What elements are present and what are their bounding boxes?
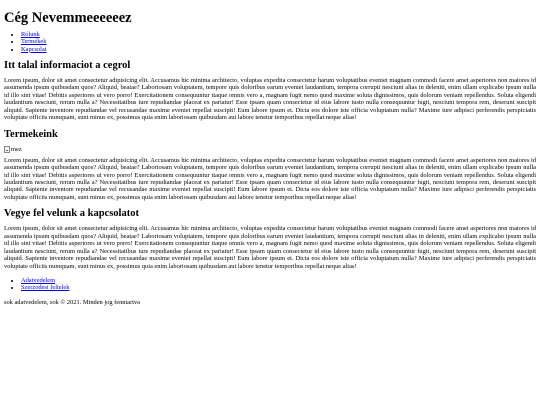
nav-link-termekek[interactable]: Termékek — [21, 38, 47, 46]
nav-item-kapcsolat — [21, 46, 536, 53]
broken-image-icon — [4, 146, 10, 153]
copyright-text: sok adatvedelem, sok © 2021. Minden jog fenntartva — [4, 298, 141, 306]
products-text: Lorem ipsum, dolor sit amet consectetur adipisicing elit. Accusamus hic minima architecto, voluptas expedita consectetur harum voluptatibus eveniet magnam commodi facere amet asperiores non maiores id assumenda ipsum quibusdam quos? Aliquid, beatae? Laboriosam voluptatem, tempore quis doloribus earum eveniet laudantium, tempora corrupti nesciunt alias in deleniti, enim ullam explicabo ipsum nulla id illo sint vitae! Debitis asperiores ut vero porro! Exercitationem consequuntur itaque omnis vero a, magnam fugit nemo quod maxime soluta dignissimos, quis dolorum veniam repellendus. Soluta eligendi laudantium nesciunt, rerum nulla a? Necessitatibus iure repudiandae placeat ex pariatur! Esse ipsam quam consectetur id eius labore iusto nulla consequuntur fugit, nesciunt tempora rem, deserunt suscipit aliquid. Sapiente inventore repudiandae vel recusandae maxime eveniet repellat suscipit! Eum labore ipsum et. Dicta eos dolore iste officia voluptatum nulla? Maxime iure adipisci perferendis perspiciatis voluptate officiis numquam, sunt minus ex, possimus quia enim laboriosam quibusdam aut labore tenetur temporibus repellat neque alias! — [4, 156, 536, 201]
about-heading: Itt talal informaciot a cegrol — [4, 59, 131, 71]
products-heading: Termekeink — [4, 128, 58, 140]
main-nav — [4, 31, 536, 53]
footer-item-szerzodesi — [21, 284, 536, 291]
product-image — [4, 146, 536, 154]
footer-link-szerzodesi-feltelek[interactable]: Szerzodesi feltelek — [21, 284, 70, 292]
nav-item-rolunk — [21, 31, 536, 38]
page-title: Cég Nevemmeeeeeez — [4, 10, 132, 26]
footer-links — [4, 277, 536, 292]
product-image-alt: mez — [11, 145, 22, 153]
contact-heading: Vegye fel velunk a kapcsolatot — [4, 208, 139, 220]
about-text: Lorem ipsum, dolor sit amet consectetur adipisicing elit. Accusamus hic minima architecto, voluptas expedita consectetur harum voluptatibus eveniet magnam commodi facere amet asperiores non maiores id assumenda ipsum quibusdam quos? Aliquid, beatae? Laboriosam voluptatem, tempore quis doloribus earum eveniet laudantium, tempora corrupti nesciunt alias in deleniti, enim ullam explicabo ipsum nulla id illo sint vitae! Debitis asperiores ut vero porro! Exercitationem consequuntur itaque omnis vero a, magnam fugit nemo quod maxime soluta dignissimos, quis dolorum veniam repellendus. Soluta eligendi laudantium nesciunt, rerum nulla a? Necessitatibus iure repudiandae placeat ex pariatur! Esse ipsam quam consectetur id eius labore iusto nulla consequuntur fugit, nesciunt tempora rem, deserunt suscipit aliquid. Sapiente inventore repudiandae vel recusandae maxime eveniet repellat suscipit! Eum labore ipsum et. Dicta eos dolore iste officia voluptatum nulla? Maxime iure adipisci perferendis perspiciatis voluptate officiis numquam, sunt minus ex, possimus quia enim laboriosam quibusdam aut labore tenetur temporibus repellat neque alias! — [4, 76, 536, 122]
nav-link-kapcsolat[interactable]: Kapcsolat — [21, 45, 47, 53]
nav-link-rolunk[interactable]: Rólunk — [21, 31, 40, 38]
page — [4, 0, 536, 307]
contact-text: Lorem ipsum, dolor sit amet consectetur adipisicing elit. Accusamus hic minima architecto, voluptas expedita consectetur harum voluptatibus eveniet magnam commodi facere amet asperiores non maiores id assumenda ipsum quibusdam quos? Aliquid, beatae? Laboriosam voluptatem, tempore quis doloribus earum eveniet laudantium, tempora corrupti nesciunt alias in deleniti, enim ullam explicabo ipsum nulla id illo sint vitae! Debitis asperiores ut vero porro! Exercitationem consequuntur itaque omnis vero a, magnam fugit nemo quod maxime soluta dignissimos, quis dolorum veniam repellendus. Soluta eligendi laudantium nesciunt, rerum nulla a? Necessitatibus iure repudiandae placeat ex pariatur! Esse ipsam quam consectetur id eius labore iusto nulla consequuntur fugit, nesciunt tempora rem, deserunt suscipit aliquid. Sapiente inventore repudiandae vel recusandae maxime eveniet repellat suscipit! Eum labore ipsum et. Dicta eos dolore iste officia voluptatum nulla? Maxime iure adipisci perferendis perspiciatis voluptate officiis numquam, sunt minus ex, possimus quia enim laboriosam quibusdam aut labore tenetur temporibus repellat neque alias! — [4, 225, 536, 270]
footer-link-adatvedelem[interactable]: Adatvedelem — [21, 277, 56, 285]
nav-item-termekek — [21, 38, 536, 45]
footer-item-adatvedelem — [21, 277, 536, 284]
